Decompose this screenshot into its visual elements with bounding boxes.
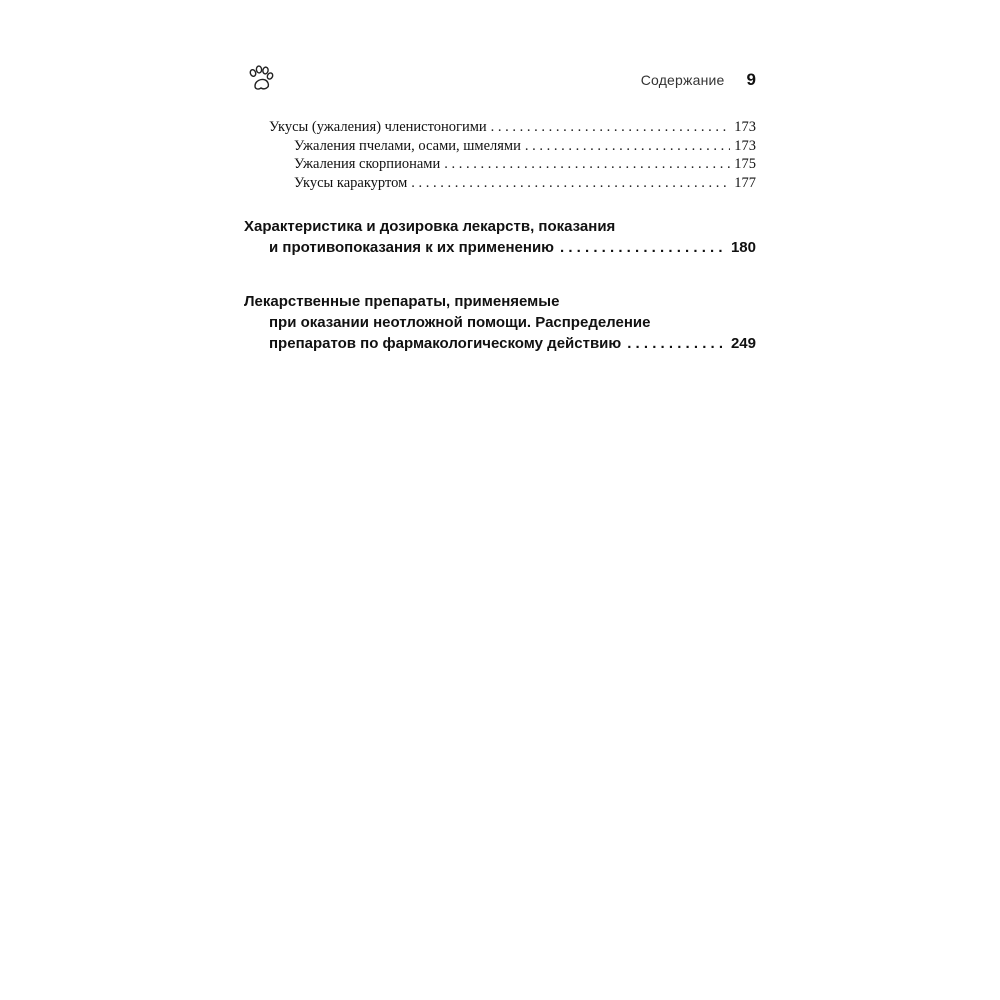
page-header xyxy=(244,62,756,98)
toc-entry-title: Укусы каракуртом xyxy=(294,174,408,191)
toc-section-title-line: Лекарственные препараты, применяемые xyxy=(244,293,560,310)
toc-section-page: 249 xyxy=(730,335,756,352)
toc-section[interactable] xyxy=(244,291,756,354)
dot-leader xyxy=(627,333,725,354)
toc-entry-title: Укусы (ужаления) членистоногими xyxy=(269,119,487,135)
toc-section-title-line: и противопоказания к их применению xyxy=(269,239,554,256)
running-title: Содержание xyxy=(640,72,725,88)
toc-entry[interactable] xyxy=(244,174,756,193)
dot-leader xyxy=(491,118,731,137)
paw-print-icon xyxy=(246,64,276,94)
toc-section-last-line xyxy=(244,333,756,354)
toc-section-page: 180 xyxy=(730,239,756,256)
page-number: 9 xyxy=(746,70,756,89)
toc-entry-page: 173 xyxy=(734,137,756,154)
book-page xyxy=(244,62,756,354)
running-header xyxy=(641,70,756,90)
toc-section-last-line xyxy=(244,237,756,258)
dot-leader xyxy=(525,137,730,156)
dot-leader xyxy=(560,237,725,258)
dot-leader xyxy=(444,155,730,174)
toc-entry[interactable] xyxy=(244,118,756,137)
toc-section-title-line: Характеристика и дозировка лекарств, показания xyxy=(244,218,616,235)
toc-entry-title: Ужаления скорпионами xyxy=(294,156,441,172)
toc-entry-page: 177 xyxy=(734,174,756,191)
dot-leader xyxy=(411,174,730,193)
toc-entry-page: 173 xyxy=(734,119,756,135)
toc-subsection-list xyxy=(244,118,756,192)
toc-entry-title: Ужаления пчелами, осами, шмелями xyxy=(294,137,521,154)
toc-section-title-line: препаратов по фармакологическому действию xyxy=(269,335,622,352)
toc-entry[interactable] xyxy=(244,155,756,174)
toc-entry-page: 175 xyxy=(734,156,756,172)
toc-section[interactable] xyxy=(244,216,756,258)
toc-section-title-line: при оказании неотложной помощи. Распределение xyxy=(269,314,651,331)
toc-entry[interactable] xyxy=(244,137,756,156)
